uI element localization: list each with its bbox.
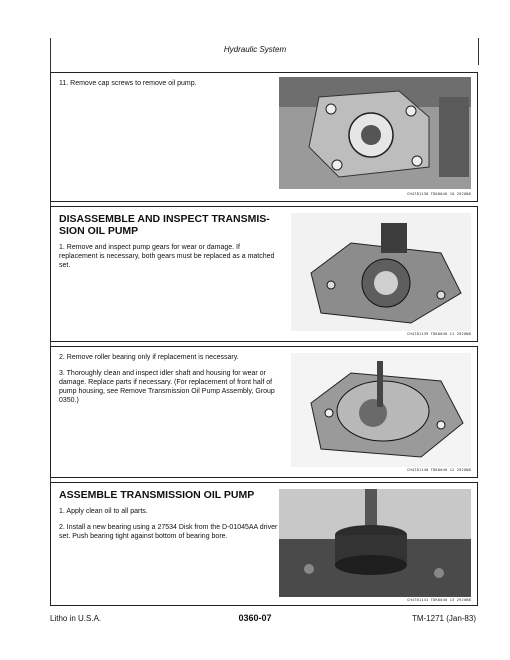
footer-litho: Litho in U.S.A. [50,614,102,623]
photo-pump-gears [291,213,471,331]
section-remove-oil-pump [50,72,478,202]
photo-caption: CH4781141 TDK0040 13 29JUN8 [407,598,471,602]
section-text [59,489,279,548]
step-paragraph: 11. Remove cap screws to remove oil pump. [59,80,197,87]
step-paragraph: 1. Apply clean oil to all parts. [59,508,148,515]
step-paragraph: 1. Remove and inspect pump gears for wear or damage. If replacement is necessary, both gears must be replaced as a matched set. [59,244,275,269]
section-text [59,213,279,277]
photo-caption: CH4781139 TDK0040 11 29JUN8 [407,332,471,336]
section-text [59,79,279,95]
photo-caption: CH4781140 TDK0040 12 29JUN8 [407,468,471,472]
section-heading: DISASSEMBLE AND INSPECT TRANSMIS-SION OIL PUMP [59,213,270,237]
photo-pump-housing [291,353,471,467]
footer-manual-id: TM-1271 (Jan-83) [411,614,476,623]
photo-caption: CH4781138 TDK0040 10 29JUN8 [407,192,471,196]
section-remove-bearing [50,346,478,478]
step-paragraph: 2. Remove roller bearing only if replacement is necessary. [59,354,239,361]
section-heading: ASSEMBLE TRANSMISSION OIL PUMP [59,489,255,501]
photo-bearing-install [279,489,471,597]
step-paragraph: 3. Thoroughly clean and inspect idler shaft and housing for wear or damage. Replace parts if necessary. (For replacement of front half of pump housing, see Remove Transmission Oil Pump Assembly, Group 0350.) [59,370,275,404]
footer-page-number: 0360-07 [238,613,272,623]
step-paragraph: 2. Install a new bearing using a 27534 Disk from the D-01045AA driver set. Push bearing tight against bottom of bearing bore. [59,524,278,540]
section-text [59,353,279,412]
page-header-title: Hydraulic System [223,45,287,54]
section-disassemble-inspect [50,206,478,342]
photo-oil-pump-removal [279,77,471,189]
section-assemble-pump [50,482,478,606]
